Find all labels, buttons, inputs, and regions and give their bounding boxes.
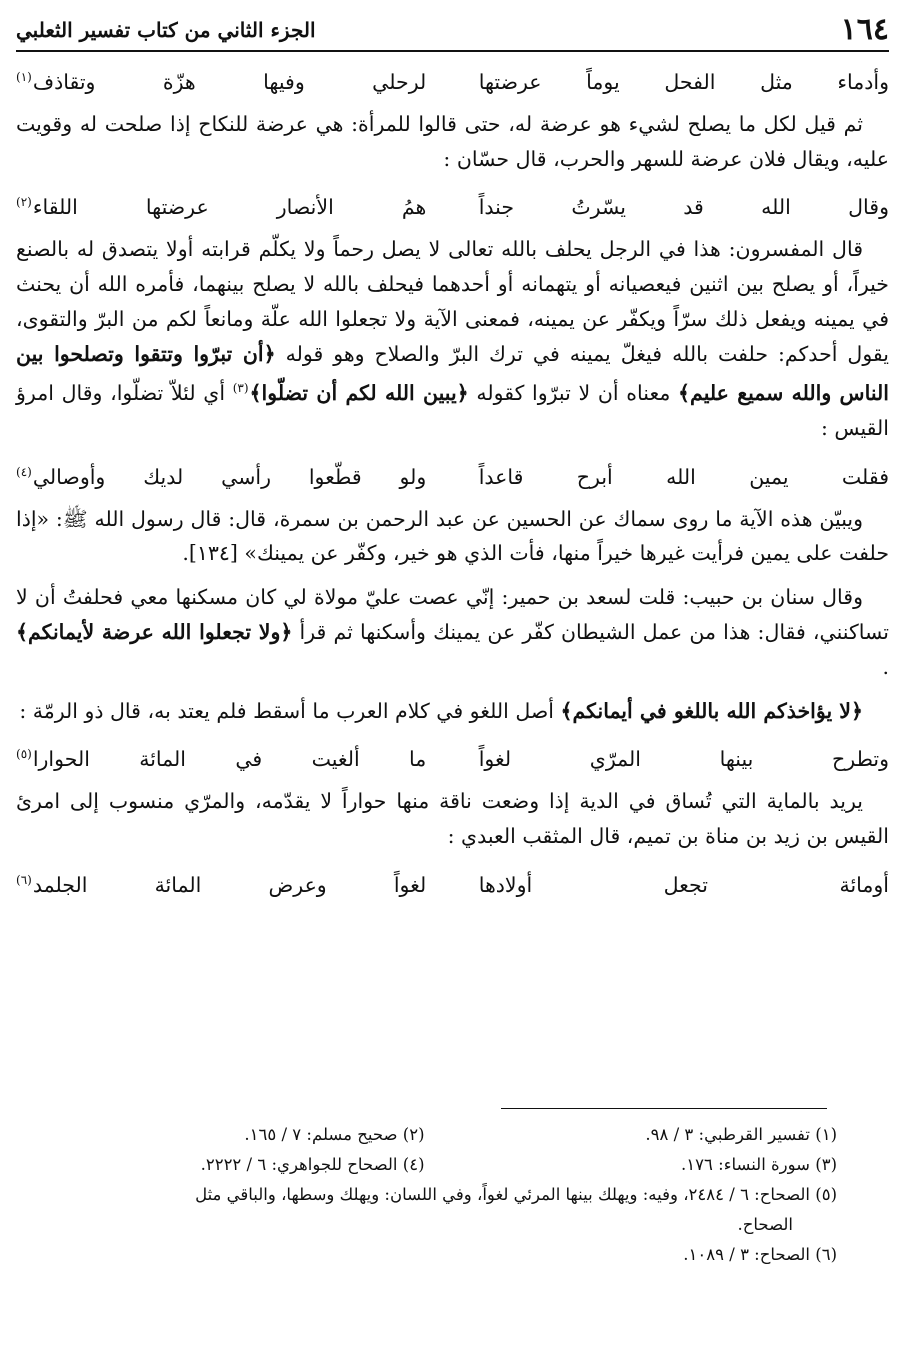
quran-quote: ﴿أن تبرّوا وتتقوا وتصلحوا بين الناس والله سميع عليم﴾ (16, 341, 889, 406)
footnote-marker: (٤) (16, 464, 32, 479)
footnote: (٤) الصحاح للجواهري: ٦ / ٢٢٢٢. (200, 1155, 425, 1174)
footnote-marker: (٣) (232, 381, 249, 396)
footnote-row (12, 1120, 837, 1150)
footnote-row (12, 1180, 837, 1210)
paragraph: يريد بالماية التي تُساق في الدية إذا وضعت ناقة منها حواراً لا يقدّمه، والمرّي منسوب إلى امرئ القيس بن زيد بن مناة بن تميم، قال المثقب العبدي : (16, 789, 889, 849)
poem-verse (16, 185, 889, 224)
verse-second-hemistich: ما ألغيت في المائة الحوارا$^{(٥)}$ (16, 747, 427, 772)
paragraph: ثم قيل لكل ما يصلح لشيء هو عرضة له، حتى قالوا للمرأة: هي عرضة للنكاح إذا صلحت له وقويت عليه، ويقال فلان عرضة للسهر والحرب، قال حسّان : (16, 111, 889, 171)
page-header (16, 6, 889, 52)
verse-first-hemistich: أومائة تجعل أولادها (478, 872, 889, 897)
verse-second-hemistich: همُ الأنصار عرضتها اللقاء$^{(٢)}$ (16, 195, 427, 220)
footnote-separator (501, 1108, 827, 1109)
quran-quote: ﴿يبين الله لكم أن تضلّوا﴾ (249, 381, 469, 406)
poem-verse (16, 455, 889, 494)
poem-verse (16, 863, 889, 902)
footnote-marker: (٥) (16, 747, 32, 762)
running-title: الجزء الثاني من كتاب تفسير الثعلبي (16, 18, 316, 42)
verse-second-hemistich: لغواً وعرض المائة الجلمد$^{(٦)}$ (16, 872, 427, 897)
footnote-row (12, 1150, 837, 1180)
footnote-marker: (٦) (16, 872, 32, 887)
verse-first-hemistich: فقلت يمين الله أبرح قاعداً (478, 464, 889, 489)
footnote: (٥) الصحاح: ٦ / ٢٤٨٤، وفيه: ويهلك بينها المرئي لغواً، وفي اللسان: ويهلك وسطها، والباقي مثل (195, 1185, 837, 1204)
verse-first-hemistich: وقال الله قد يسّرتُ جنداً (478, 195, 889, 220)
quran-quote: ﴿ولا تجعلوا الله عرضة لأيمانكم﴾ (16, 620, 293, 645)
verse-second-hemistich: لرحلي وفيها هزّة وتقاذف$^{(١)}$ (16, 69, 427, 94)
footnotes (12, 1120, 837, 1270)
footnote: (٦) الصحاح: ٣ / ١٠٨٩. (683, 1245, 837, 1264)
paragraph: ويبيّن هذه الآية ما روى سماك عن الحسين عن عبد الرحمن بن سمرة، قال: قال رسول الله ﷺ: «إذا حلفت على يمين فرأيت غيرها خيراً منها، فأت الذي هو خير، وكفّر عن يمينك» [١٣٤]. (16, 506, 889, 566)
footnote-marker: (١) (16, 70, 32, 84)
main-text (16, 60, 889, 910)
paragraph: ﴿لا يؤاخذكم الله باللغو في أيمانكم﴾ أصل اللغو في كلام العرب ما أسقط فلم يعتد به، قال ذو الرمّة : (19, 698, 863, 723)
footnote: (٣) سورة النساء: ١٧٦. (681, 1155, 837, 1174)
verse-first-hemistich: وتطرح بينها المرّي لغواً (478, 747, 889, 772)
footnote-continuation (12, 1210, 837, 1240)
quran-quote: ﴿لا يؤاخذكم الله باللغو في أيمانكم﴾ (560, 698, 863, 723)
verse-first-hemistich: وأدماء مثل الفحل يوماً عرضتها (478, 69, 889, 94)
footnote: (٢) صحيح مسلم: ٧ / ١٦٥. (244, 1125, 425, 1144)
page-number: ١٦٤ (840, 12, 889, 47)
verse-second-hemistich: ولو قطّعوا رأسي لديك وأوصالي$^{(٤)}$ (16, 464, 427, 489)
poem-verse (16, 60, 889, 99)
footnote: (١) تفسير القرطبي: ٣ / ٩٨. (645, 1125, 837, 1144)
paragraph: قال المفسرون: هذا في الرجل يحلف بالله تعالى لا يصل رحماً ولا يكلّم قرابته أولا يتصدق له بالصنع خيراً، أو يصلح بين اثنين فيعصيانه أو يتهمانه أو أحدهما فيحلف بالله لا يصلح بينهما، فأمره الله أن يحنث في يمينه ويفعل ذلك سرّاً ويكفّر عن يمينه، فمعنى الآية ولا تجعلوا الله علّة ومانعاً لكم من البرّ والتقوى، يقول أحدكم: حلفت بالله فيغلّ يمينه في ترك البرّ والصلاح وهو قوله ﴿أن تبرّوا وتتقوا وتصلحوا بين الناس والله سميع عليم﴾ معناه أن لا تبرّوا كقوله ﴿يبين الله لكم أن تضلّوا﴾$^{(٣)}$ أي لئلاّ تضلّوا، وقال امرؤ القيس : (16, 237, 889, 441)
footnote-marker: (٢) (16, 195, 32, 210)
footnote-row (12, 1240, 837, 1270)
footnote: الصحاح. (737, 1215, 793, 1234)
paragraph: وقال سنان بن حبيب: قلت لسعد بن حمير: إنّي عصت عليّ مولاة لي كان مسكنها معي فحلفتُ أن لا تساكنني، فقال: هذا من عمل الشيطان كفّر عن يمينك وأسكنها ثم قرأ ﴿ولا تجعلوا الله عرضة لأيمانكم﴾ . (16, 585, 889, 679)
poem-verse (16, 737, 889, 776)
